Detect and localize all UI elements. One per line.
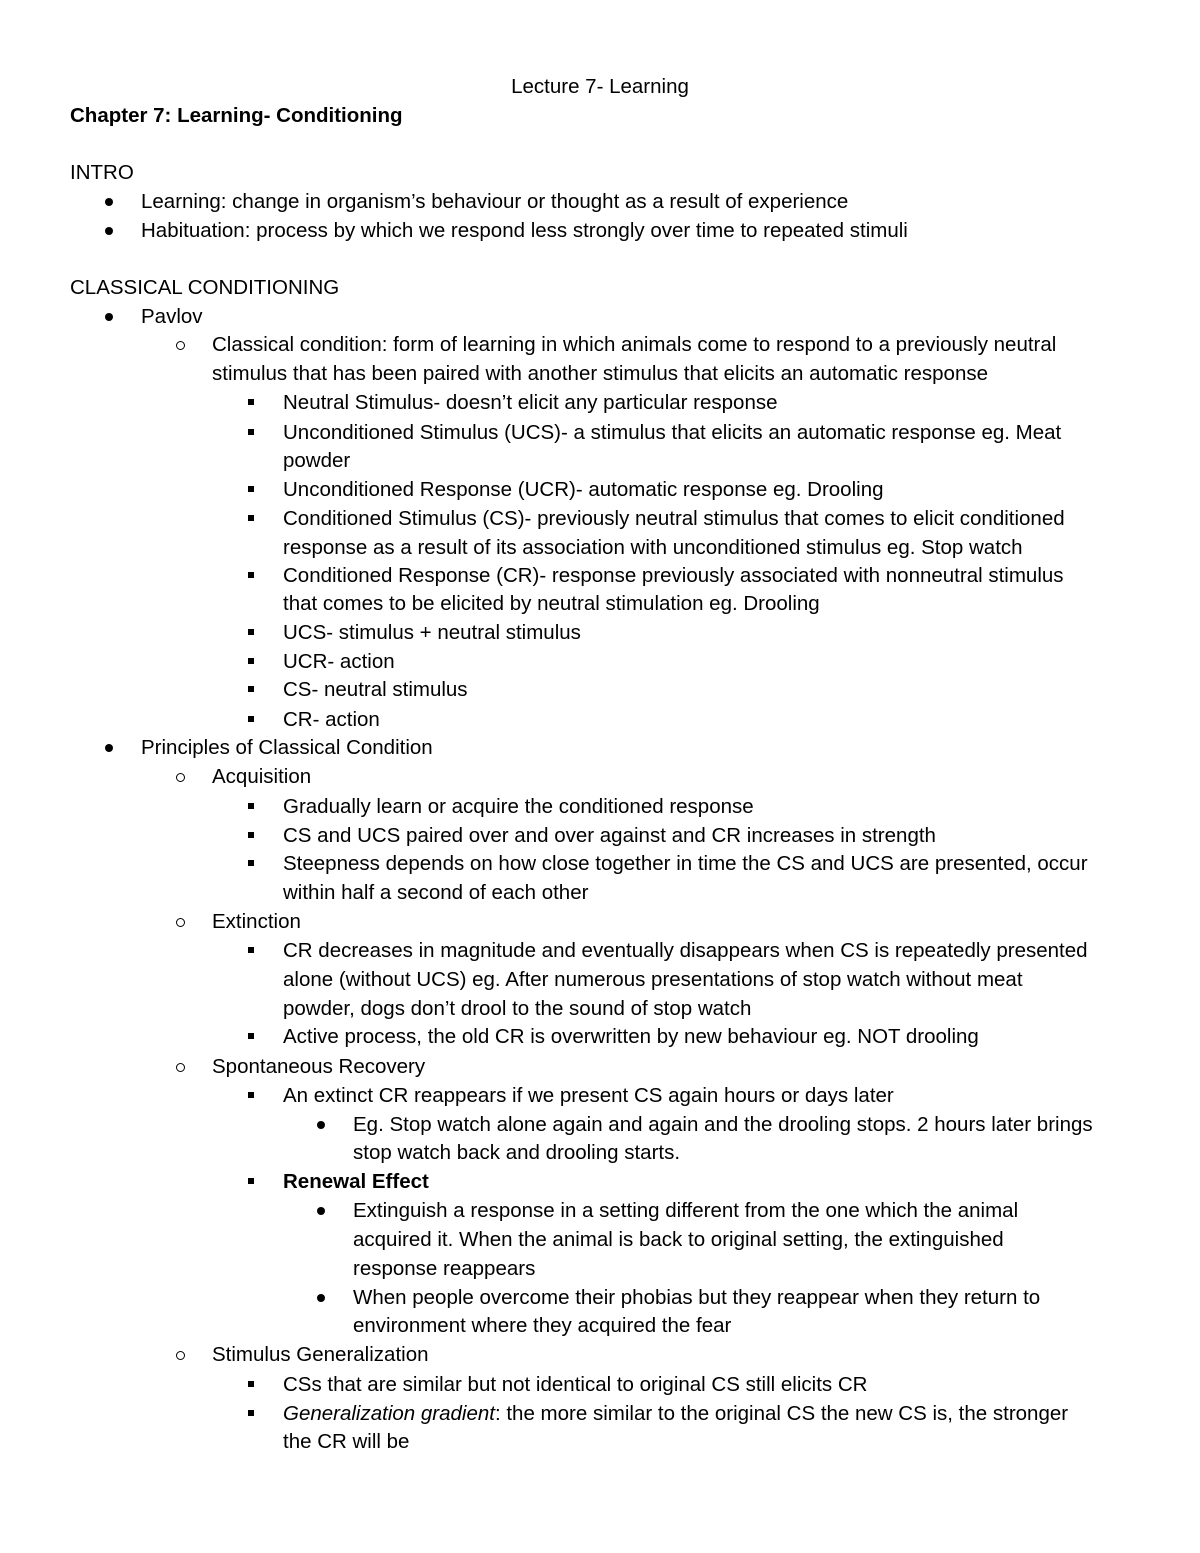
square-bullet-icon (247, 561, 259, 590)
square-bullet-icon (247, 1081, 259, 1110)
line-text: CLASSICAL CONDITIONING (70, 276, 340, 299)
text-line (0, 965, 1200, 994)
circle-bullet-icon (176, 762, 188, 791)
line-text: INTRO (70, 161, 134, 184)
circle-bullet-icon (176, 1052, 188, 1081)
bullet-icon (105, 187, 117, 216)
text-line (0, 359, 1200, 388)
text-line (0, 762, 1200, 791)
line-text: Extinction (212, 910, 301, 933)
square-bullet-icon (247, 1022, 259, 1051)
text-line (0, 158, 1200, 187)
line-text: Neutral Stimulus- doesn’t elicit any particular response (283, 391, 778, 414)
text-line (0, 1022, 1200, 1051)
text-line (0, 561, 1200, 590)
chapter-heading (0, 101, 1200, 130)
line-text: CR- action (283, 708, 380, 731)
square-bullet-icon (247, 705, 259, 734)
square-bullet-icon (247, 504, 259, 533)
line-text: powder, dogs don’t drool to the sound of stop watch (283, 997, 752, 1020)
square-bullet-icon (247, 792, 259, 821)
text-line (0, 1311, 1200, 1340)
circle-bullet-icon (176, 907, 188, 936)
line-text: Acquisition (212, 765, 312, 788)
text-line (0, 1427, 1200, 1456)
circle-bullet-icon (176, 1340, 188, 1369)
square-bullet-icon (247, 618, 259, 647)
text-line (0, 1081, 1200, 1110)
line-text: Habituation: process by which we respond less strongly over time to repeated stimuli (141, 219, 908, 242)
bullet-icon (105, 302, 117, 331)
line-text: Eg. Stop watch alone again and again and the drooling stops. 2 hours later brings (353, 1113, 1093, 1136)
square-bullet-icon (247, 1399, 259, 1428)
line-text: Renewal Effect (283, 1170, 429, 1193)
square-bullet-icon (247, 1167, 259, 1196)
text-line (0, 1340, 1200, 1369)
line-text: Unconditioned Response (UCR)- automatic response eg. Drooling (283, 478, 884, 501)
text-line (0, 1196, 1200, 1225)
square-bullet-icon (247, 475, 259, 504)
text-line (0, 1167, 1200, 1196)
line-text: that comes to be elicited by neutral stimulation eg. Drooling (283, 592, 820, 615)
text-line (0, 994, 1200, 1023)
square-bullet-icon (247, 675, 259, 704)
text-line (0, 1399, 1200, 1428)
line-text: Principles of Classical Condition (141, 736, 433, 759)
line-text: stop watch back and drooling starts. (353, 1141, 681, 1164)
bullet-icon (105, 216, 117, 245)
text-line (0, 475, 1200, 504)
line-text: When people overcome their phobias but they reappear when they return to (353, 1286, 1041, 1309)
square-bullet-icon (247, 1370, 259, 1399)
line-text: Gradually learn or acquire the conditioned response (283, 795, 754, 818)
bullet-icon (317, 1196, 329, 1225)
text-line (0, 446, 1200, 475)
line-text: alone (without UCS) eg. After numerous presentations of stop watch without meat (283, 968, 1023, 991)
line-text: the CR will be (283, 1430, 410, 1453)
italic-term: Generalization gradient (283, 1402, 495, 1425)
line-text: Classical condition: form of learning in which animals come to respond to a previously neutral (212, 333, 1057, 356)
line-text: Learning: change in organism’s behaviour or thought as a result of experience (141, 190, 849, 213)
bullet-icon (317, 1110, 329, 1139)
square-bullet-icon (247, 388, 259, 417)
page-title: Lecture 7- Learning (511, 75, 689, 98)
line-text: powder (283, 449, 351, 472)
text-line (0, 821, 1200, 850)
text-line (0, 302, 1200, 331)
text-line (0, 907, 1200, 936)
line-text: within half a second of each other (283, 881, 589, 904)
text-line (0, 878, 1200, 907)
text-line (0, 1254, 1200, 1283)
text-line (0, 273, 1200, 302)
line-text: UCS- stimulus + neutral stimulus (283, 621, 581, 644)
line-text: Spontaneous Recovery (212, 1055, 426, 1078)
line-text: environment where they acquired the fear (353, 1314, 732, 1337)
square-bullet-icon (247, 936, 259, 965)
bullet-icon (317, 1283, 329, 1312)
line-text: response reappears (353, 1257, 536, 1280)
text-line (0, 1138, 1200, 1167)
text-line (0, 216, 1200, 245)
line-text: Extinguish a response in a setting different from the one which the animal (353, 1199, 1019, 1222)
line-text: Stimulus Generalization (212, 1343, 429, 1366)
line-text: CSs that are similar but not identical to original CS still elicits CR (283, 1373, 868, 1396)
text-line (0, 187, 1200, 216)
text-line (0, 792, 1200, 821)
line-text: Pavlov (141, 305, 203, 328)
text-line (0, 705, 1200, 734)
text-line (0, 330, 1200, 359)
line-text: Unconditioned Stimulus (UCS)- a stimulus that elicits an automatic response eg. Meat (283, 421, 1062, 444)
text-line (0, 1110, 1200, 1139)
line-text: acquired it. When the animal is back to original setting, the extinguished (353, 1228, 1004, 1251)
line-text: Active process, the old CR is overwritten by new behaviour eg. NOT drooling (283, 1025, 979, 1048)
chapter-heading-text: Chapter 7: Learning- Conditioning (70, 104, 403, 127)
line-text: An extinct CR reappears if we present CS again hours or days later (283, 1084, 894, 1107)
line-text: Conditioned Stimulus (CS)- previously neutral stimulus that comes to elicit conditioned (283, 507, 1065, 530)
text-line (0, 504, 1200, 533)
text-line (0, 618, 1200, 647)
line-text: Steepness depends on how close together in time the CS and UCS are presented, occur (283, 852, 1088, 875)
line-text: CS- neutral stimulus (283, 678, 468, 701)
text-line (0, 388, 1200, 417)
text-line (0, 647, 1200, 676)
text-line (0, 1283, 1200, 1312)
text-line (0, 675, 1200, 704)
square-bullet-icon (247, 647, 259, 676)
text-line (0, 418, 1200, 447)
bullet-icon (105, 733, 117, 762)
line-text: CS and UCS paired over and over against and CR increases in strength (283, 824, 936, 847)
text-line (0, 936, 1200, 965)
line-text: response as a result of its association with unconditioned stimulus eg. Stop watch (283, 536, 1023, 559)
text-line (0, 533, 1200, 562)
line-text: Conditioned Response (CR)- response previously associated with nonneutral stimulus (283, 564, 1064, 587)
text-line (0, 589, 1200, 618)
text-line (0, 733, 1200, 762)
square-bullet-icon (247, 821, 259, 850)
term-definition: : the more similar to the original CS the new CS is, the stronger (494, 1402, 1069, 1425)
circle-bullet-icon (176, 330, 188, 359)
text-line (0, 1370, 1200, 1399)
text-line (0, 1225, 1200, 1254)
text-line (0, 849, 1200, 878)
line-text: stimulus that has been paired with another stimulus that elicits an automatic response (212, 362, 988, 385)
square-bullet-icon (247, 418, 259, 447)
line-text: CR decreases in magnitude and eventually disappears when CS is repeatedly presented (283, 939, 1088, 962)
text-line (0, 1052, 1200, 1081)
square-bullet-icon (247, 849, 259, 878)
line-text (283, 1399, 1068, 1428)
line-text: UCR- action (283, 650, 395, 673)
